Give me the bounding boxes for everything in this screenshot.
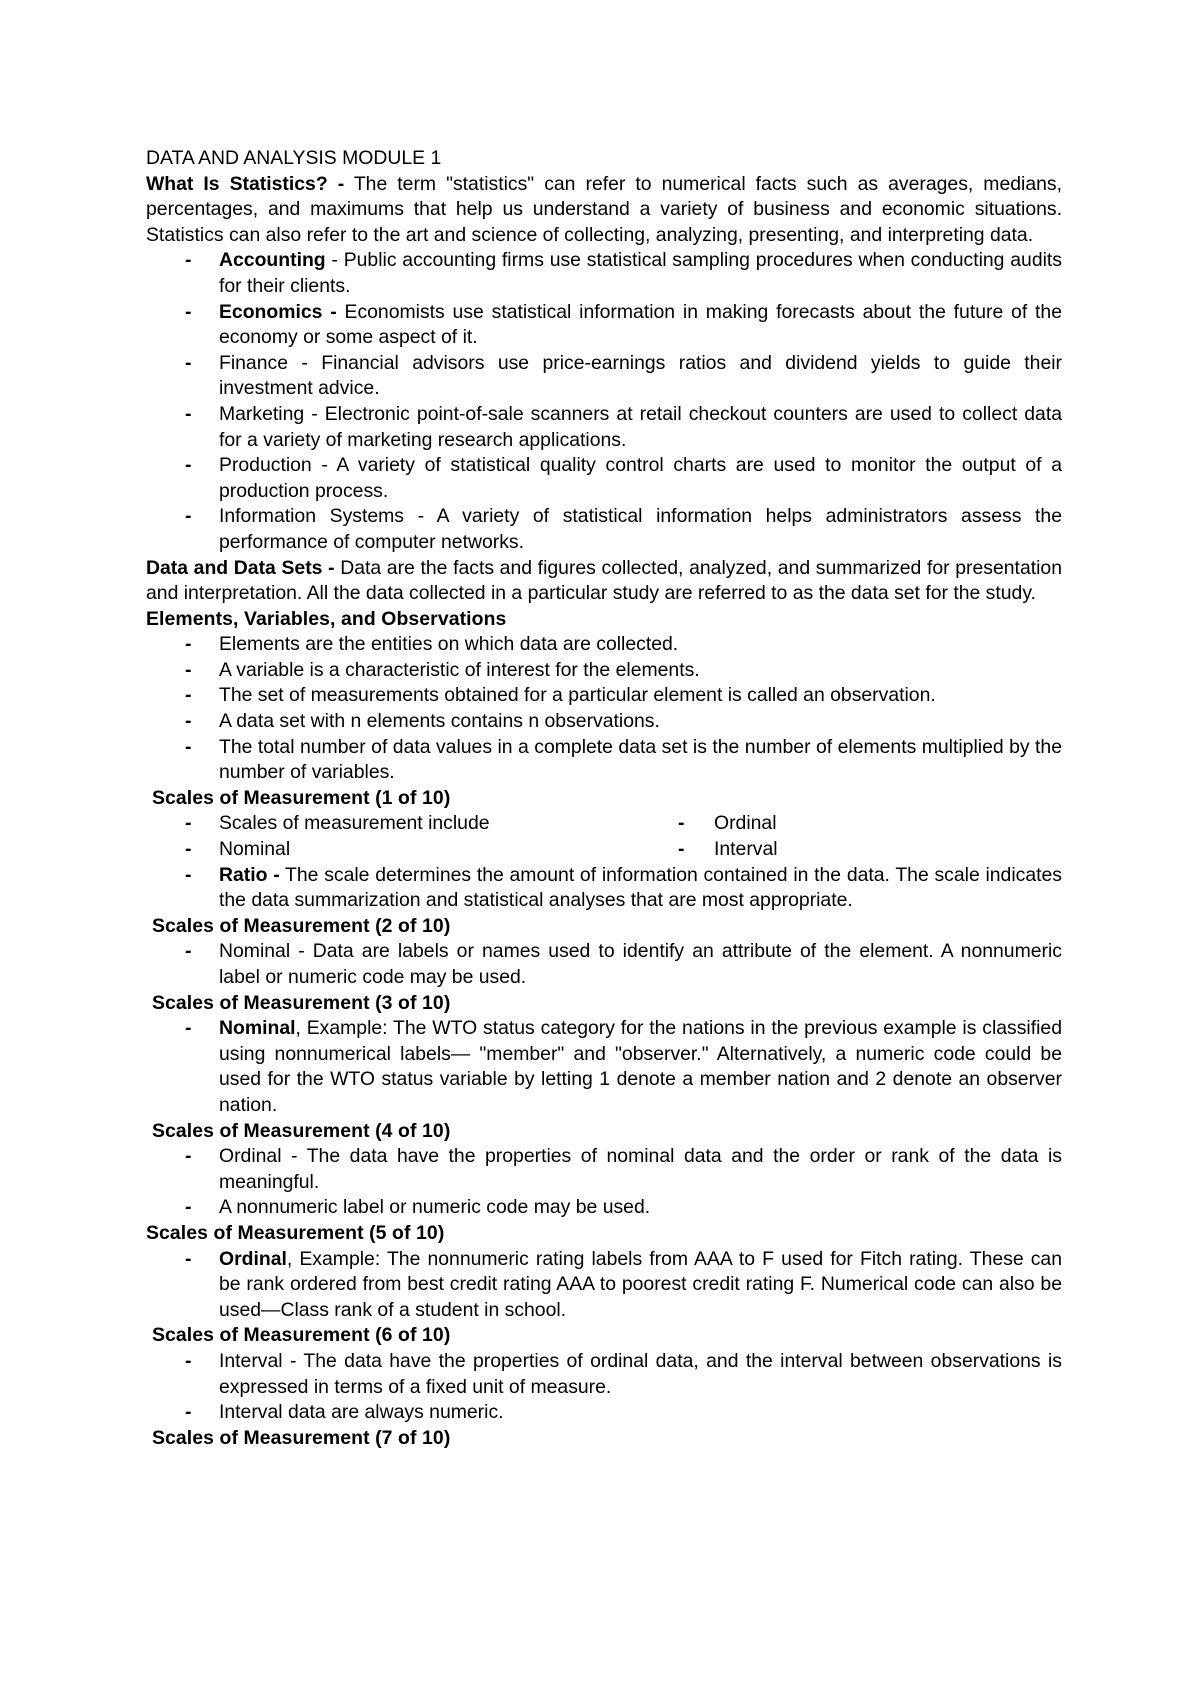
list-item: - Interval data are always numeric. bbox=[146, 1400, 1062, 1426]
scales-left-column bbox=[146, 811, 642, 862]
document-body bbox=[146, 146, 1062, 1451]
list-item: - Interval bbox=[642, 837, 1062, 863]
data-sets-text: Data are the facts and figures collected, analyzed, and summarized for presentation and interpretation. All the data collected in a particular study are referred to as the data set for the study. bbox=[146, 556, 1062, 605]
list-item: - Elements are the entities on which data are collected. bbox=[146, 632, 1062, 658]
document-title: DATA AND ANALYSIS MODULE 1 bbox=[146, 147, 442, 169]
data-sets-paragraph bbox=[146, 556, 1062, 607]
scales-2-list bbox=[146, 939, 1062, 990]
scales-heading-5: Scales of Measurement (5 of 10) bbox=[146, 1221, 445, 1244]
scales-heading-4: Scales of Measurement (4 of 10) bbox=[152, 1119, 451, 1142]
list-item: - Scales of measurement include bbox=[146, 811, 642, 837]
list-item: - A data set with n elements contains n observations. bbox=[146, 709, 1062, 735]
scales-5-list bbox=[146, 1247, 1062, 1324]
list-item: - Interval - The data have the properties of ordinal data, and the interval between observations is expressed in terms of a fixed unit of measure. bbox=[146, 1349, 1062, 1400]
list-item: - Accounting - Public accounting firms use statistical sampling procedures when conducting audits for their clients. bbox=[146, 248, 1062, 299]
list-item: - Ordinal, Example: The nonnumeric rating labels from AAA to F used for Fitch rating. These can be rank ordered from best credit rating AAA to poorest credit rating F. Numerical code can also be used—Class rank of a student in school. bbox=[146, 1247, 1062, 1324]
scales-4-list bbox=[146, 1144, 1062, 1221]
elements-list bbox=[146, 632, 1062, 786]
list-item: - The set of measurements obtained for a particular element is called an observation. bbox=[146, 683, 1062, 709]
list-item: - Information Systems - A variety of statistical information helps administrators assess the performance of computer networks. bbox=[146, 504, 1062, 555]
list-item: - A variable is a characteristic of interest for the elements. bbox=[146, 658, 1062, 684]
scales-heading-1: Scales of Measurement (1 of 10) bbox=[152, 786, 451, 809]
elements-heading: Elements, Variables, and Observations bbox=[146, 607, 507, 630]
data-sets-heading: Data and Data Sets - bbox=[146, 556, 335, 579]
what-is-statistics-text: The term "statistics" can refer to numerical facts such as averages, medians, percentages, and maximums that help us understand a variety of business and economic situations. Statistics can also refer to the art and science of collecting, analyzing, presenting, and interpreting data. bbox=[146, 172, 1062, 246]
scales-ratio-list bbox=[146, 863, 1062, 914]
list-item: - Economics - Economists use statistical information in making forecasts about the future of the economy or some aspect of it. bbox=[146, 300, 1062, 351]
what-is-statistics-paragraph bbox=[146, 172, 1062, 249]
list-item: - Production - A variety of statistical quality control charts are used to monitor the output of a production process. bbox=[146, 453, 1062, 504]
list-item: - Ordinal bbox=[642, 811, 1062, 837]
scales-3-list bbox=[146, 1016, 1062, 1118]
list-item: - Finance - Financial advisors use price-earnings ratios and dividend yields to guide their investment advice. bbox=[146, 351, 1062, 402]
list-item: - Nominal, Example: The WTO status category for the nations in the previous example is classified using nonnumerical labels— "member" and "observer." Alternatively, a numeric code could be used for the WTO status variable by letting 1 denote a member nation and 2 denote an observer nation. bbox=[146, 1016, 1062, 1118]
list-item: - The total number of data values in a complete data set is the number of elements multiplied by the number of variables. bbox=[146, 735, 1062, 786]
list-item: - Nominal bbox=[146, 837, 642, 863]
list-item: - Ordinal - The data have the properties of nominal data and the order or rank of the data is meaningful. bbox=[146, 1144, 1062, 1195]
scales-right-column bbox=[642, 811, 1062, 862]
scales-two-column-list bbox=[146, 811, 1062, 862]
list-item: - Marketing - Electronic point-of-sale scanners at retail checkout counters are used to collect data for a variety of marketing research applications. bbox=[146, 402, 1062, 453]
what-is-statistics-heading: What Is Statistics? - bbox=[146, 172, 345, 195]
list-item: - Nominal - Data are labels or names used to identify an attribute of the element. A nonnumeric label or numeric code may be used. bbox=[146, 939, 1062, 990]
scales-6-list bbox=[146, 1349, 1062, 1426]
scales-heading-6: Scales of Measurement (6 of 10) bbox=[152, 1324, 451, 1347]
scales-heading-3: Scales of Measurement (3 of 10) bbox=[152, 991, 451, 1014]
list-item: - Ratio - The scale determines the amount of information contained in the data. The scale indicates the data summarization and statistical analyses that are most appropriate. bbox=[146, 863, 1062, 914]
statistics-applications-list bbox=[146, 248, 1062, 555]
list-item: - A nonnumeric label or numeric code may be used. bbox=[146, 1195, 1062, 1221]
scales-heading-7: Scales of Measurement (7 of 10) bbox=[152, 1426, 451, 1449]
scales-heading-2: Scales of Measurement (2 of 10) bbox=[152, 914, 451, 937]
